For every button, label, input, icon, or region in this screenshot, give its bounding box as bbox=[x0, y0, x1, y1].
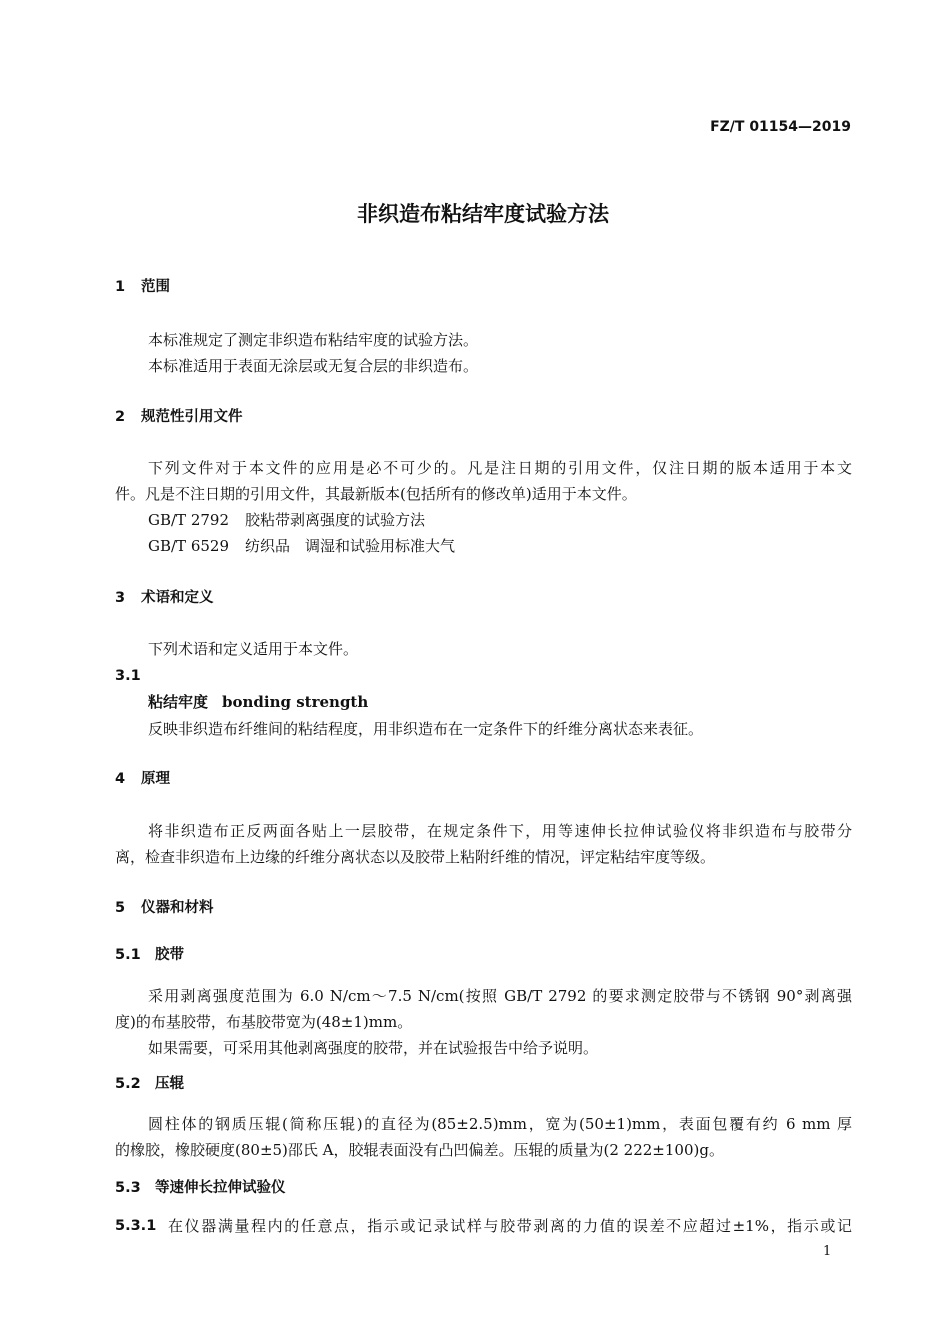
clause-5-1-number: 5.1 bbox=[115, 947, 141, 963]
paragraph: 圆柱体的钢质压辊(简称压辊)的直径为(85±2.5)mm，宽为(50±1)mm，表面包覆有约 6 mm 厚 bbox=[148, 1115, 852, 1133]
standard-number: FZ/T 01154—2019 bbox=[710, 119, 851, 135]
clause-5-3-heading: 等速伸长拉伸试验仪 bbox=[155, 1180, 286, 1196]
paragraph: 的橡胶，橡胶硬度(80±5)邵氏 A，胶辊表面没有凸凹偏差。压辊的质量为(2 222±100)g。 bbox=[115, 1141, 724, 1159]
paragraph: 下列文件对于本文件的应用是必不可少的。凡是注日期的引用文件，仅注日期的版本适用于本文 bbox=[148, 459, 852, 477]
clause-5-2-number: 5.2 bbox=[115, 1076, 141, 1092]
term-zh: 粘结牢度 bbox=[148, 693, 209, 711]
paragraph: 本标准规定了测定非织造布粘结牢度的试验方法。 bbox=[148, 331, 479, 349]
section-5-heading: 仪器和材料 bbox=[141, 900, 214, 916]
section-1-heading: 范围 bbox=[141, 279, 170, 295]
term bbox=[148, 692, 368, 712]
paragraph: 本标准适用于表面无涂层或无复合层的非织造布。 bbox=[148, 357, 479, 375]
paragraph: 采用剥离强度范围为 6.0 N/cm～7.5 N/cm(按照 GB/T 2792 的要求测定胶带与不锈钢 90°剥离强 bbox=[148, 987, 852, 1005]
section-2-heading: 规范性引用文件 bbox=[141, 409, 243, 425]
reference-code: GB/T 6529 bbox=[148, 537, 230, 555]
paragraph: 将非织造布正反两面各贴上一层胶带，在规定条件下，用等速伸长拉伸试验仪将非织造布与胶带分 bbox=[148, 822, 852, 840]
section-4-number: 4 bbox=[115, 771, 126, 787]
paragraph: 件。凡是不注日期的引用文件，其最新版本(包括所有的修改单)适用于本文件。 bbox=[115, 485, 637, 503]
term-en: bonding strength bbox=[222, 693, 369, 711]
section-1-number: 1 bbox=[115, 279, 126, 295]
section-2-number: 2 bbox=[115, 409, 126, 425]
clause-5-3-1-text: 在仪器满量程内的任意点，指示或记录试样与胶带剥离的力值的误差不应超过±1%，指示或记 bbox=[168, 1217, 852, 1235]
section-3-number: 3 bbox=[115, 590, 126, 606]
clause-5-2-heading: 压辊 bbox=[155, 1076, 184, 1092]
paragraph: 下列术语和定义适用于本文件。 bbox=[148, 640, 359, 658]
reference-title: 纺织品 调湿和试验用标准大气 bbox=[245, 537, 456, 555]
page-number: 1 bbox=[823, 1244, 832, 1259]
section-5-number: 5 bbox=[115, 900, 126, 916]
definition: 反映非织造布纤维间的粘结程度，用非织造布在一定条件下的纤维分离状态来表征。 bbox=[148, 720, 704, 738]
page-title: 非织造布粘结牢度试验方法 bbox=[357, 202, 609, 226]
reference-item bbox=[148, 536, 455, 556]
reference-title: 胶粘带剥离强度的试验方法 bbox=[245, 511, 426, 529]
paragraph: 离，检查非织造布上边缘的纤维分离状态以及胶带上粘附纤维的情况，评定粘结牢度等级。 bbox=[115, 848, 716, 866]
section-3-heading: 术语和定义 bbox=[141, 590, 214, 606]
reference-item bbox=[148, 510, 425, 530]
paragraph: 度)的布基胶带，布基胶带宽为(48±1)mm。 bbox=[115, 1013, 413, 1031]
clause-5-1-heading: 胶带 bbox=[155, 947, 184, 963]
clause-5-3-1-number: 5.3.1 bbox=[115, 1218, 157, 1234]
clause-5-3-number: 5.3 bbox=[115, 1180, 141, 1196]
paragraph: 如果需要，可采用其他剥离强度的胶带，并在试验报告中给予说明。 bbox=[148, 1039, 599, 1057]
clause-3-1-number: 3.1 bbox=[115, 668, 141, 684]
section-4-heading: 原理 bbox=[141, 771, 170, 787]
reference-code: GB/T 2792 bbox=[148, 511, 230, 529]
